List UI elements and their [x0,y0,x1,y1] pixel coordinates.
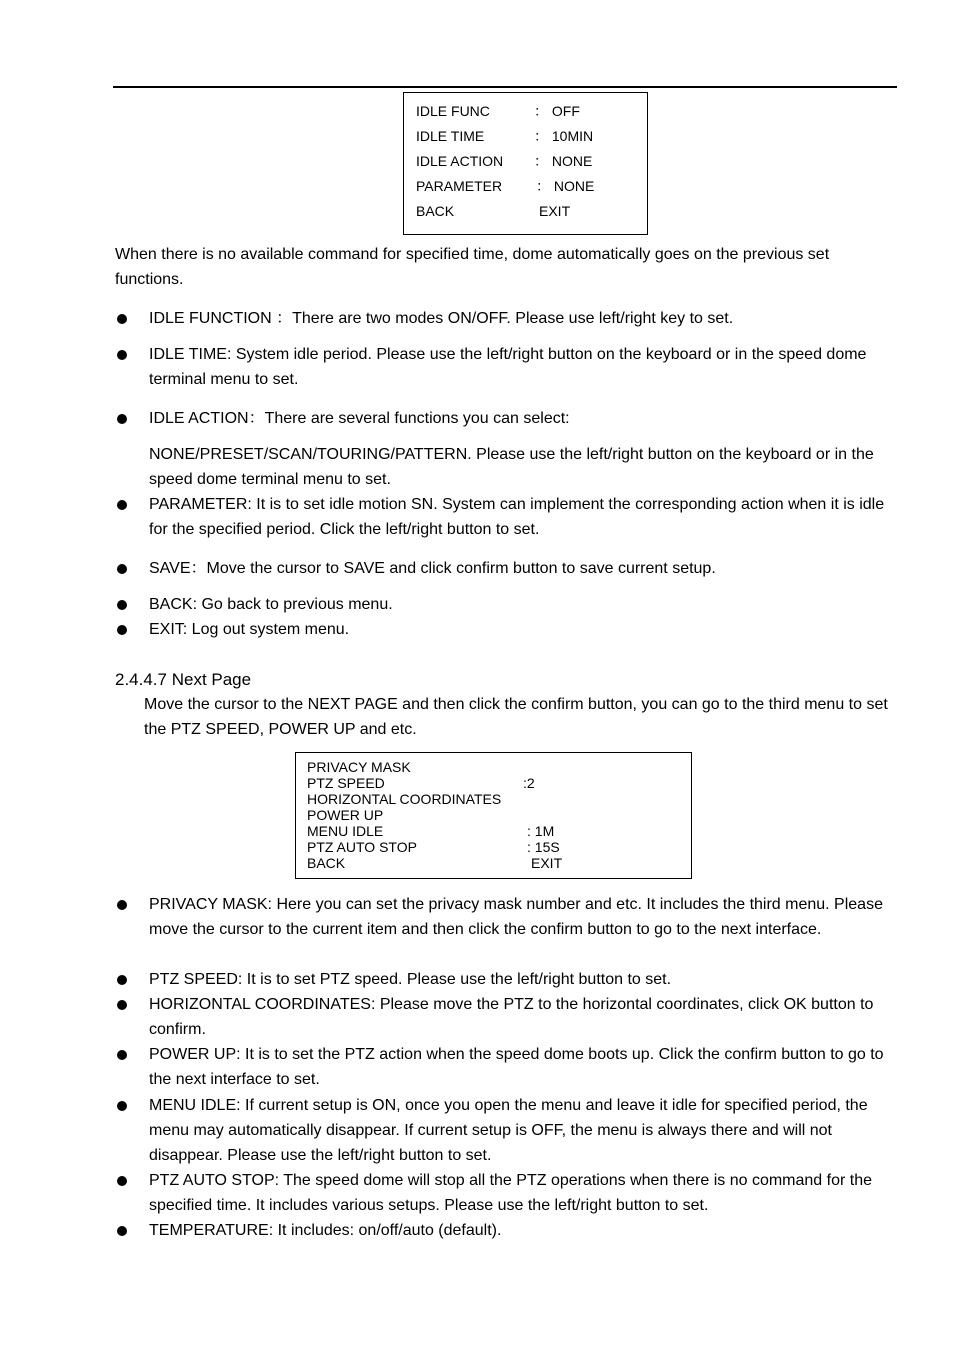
menu-label: IDLE TIME [416,128,485,144]
list-item-text: EXIT: Log out system menu. [149,621,350,638]
list-item-text: IDLE TIME: System idle period. Please use the left/right button on the keyboard or in the speed dome terminal menu to set. [149,346,867,388]
menu-value: : 1M [527,823,555,839]
list-item-text: PRIVACY MASK: Here you can set the privacy mask number and etc. It includes the third menu. Please move the cursor to the current item and then click the confirm button to go to the next interface. [149,896,883,938]
list-item-text: PTZ AUTO STOP: The speed dome will stop all the PTZ operations when there is no command for the specified time. It includes various setups. Please use the left/right button to set. [149,1172,873,1214]
menu-label: IDLE FUNC [416,103,490,119]
list-item-text: SAVE：Move the cursor to SAVE and click confirm button to save current setup. [149,560,716,577]
list-item-text: POWER UP: It is to set the PTZ action when the speed dome boots up. Click the confirm button to go to the next interface to set. [149,1046,884,1088]
menu-value: ： NONE [534,153,593,169]
bullet-dot [117,414,127,424]
bullet-dot [117,564,127,574]
idle-action-continuation: NONE/PRESET/SCAN/TOURING/PATTERN. Please use the left/right button on the keyboard or in the speed dome terminal menu to set. [149,446,874,488]
next-menu-row [307,775,677,791]
bullet-dot [117,1226,127,1236]
bullet-dot [117,625,127,635]
list-item-text: IDLE FUNCTION ：There are two modes ON/OFF. Please use left/right key to set. [149,310,734,327]
bullet-dot [117,1050,127,1060]
next-menu-row [307,855,677,871]
menu-value: :2 [523,775,535,791]
bullet-dot [117,1176,127,1186]
menu-label: BACK [416,203,455,219]
menu-label: PARAMETER [416,178,503,194]
list-item-text: PARAMETER: It is to set idle motion SN. System can implement the corresponding action when it is idle for the specified period. Click the left/right button to set. [149,496,885,538]
bullet-dot [117,975,127,985]
next-menu-row [307,839,677,855]
header-rule [113,86,897,88]
menu-label: MENU IDLE [307,823,384,839]
next-menu-row [307,791,677,807]
menu-value: EXIT [539,203,571,219]
menu-value: ： NONE [536,178,595,194]
next-page-menu-box [295,752,692,879]
menu-label: PTZ AUTO STOP [307,839,417,855]
list-item-text: PTZ SPEED: It is to set PTZ speed. Please use the left/right button to set. [149,971,672,988]
bullet-dot [117,314,127,324]
list-item-text: HORIZONTAL COORDINATES: Please move the PTZ to the horizontal coordinates, click OK button to confirm. [149,996,874,1038]
menu-label: IDLE ACTION [416,153,504,169]
list-item-text: TEMPERATURE: It includes: on/off/auto (default). [149,1222,502,1239]
menu-label: PTZ SPEED [307,775,385,791]
section-heading: 2.4.4.7 Next Page [115,670,252,689]
intro-paragraph: When there is no available command for specified time, dome automatically goes on the previous set functions. [115,246,830,288]
idle-menu-box [403,92,648,235]
list-item-text: MENU IDLE: If current setup is ON, once you open the menu and leave it idle for specified period, the menu may automatically disappear. If current setup is OFF, the menu is always there and will not disappear. Please use the left/right button to set. [149,1097,868,1164]
section-intro: Move the cursor to the NEXT PAGE and then click the confirm button, you can go to the third menu to set the PTZ SPEED, POWER UP and etc. [144,696,888,738]
menu-value: : 15S [527,839,560,855]
menu-value: ： 10MIN [534,128,594,144]
bullet-dot [117,1101,127,1111]
menu-label: POWER UP [307,807,384,823]
next-menu-row [307,823,677,839]
menu-value: EXIT [531,855,563,871]
bullet-dot [117,900,127,910]
menu-label: PRIVACY MASK [307,759,411,775]
next-menu-row [307,807,677,823]
menu-label: BACK [307,855,346,871]
bullet-dot [117,500,127,510]
list-item-text: BACK: Go back to previous menu. [149,596,393,613]
menu-value: ： OFF [534,103,580,119]
bullet-dot [117,350,127,360]
bullet-dot [117,1000,127,1010]
bullet-dot [117,600,127,610]
next-menu-row [307,759,677,775]
menu-label: HORIZONTAL COORDINATES [307,791,502,807]
list-item-text: IDLE ACTION：There are several functions you can select: [149,410,570,427]
